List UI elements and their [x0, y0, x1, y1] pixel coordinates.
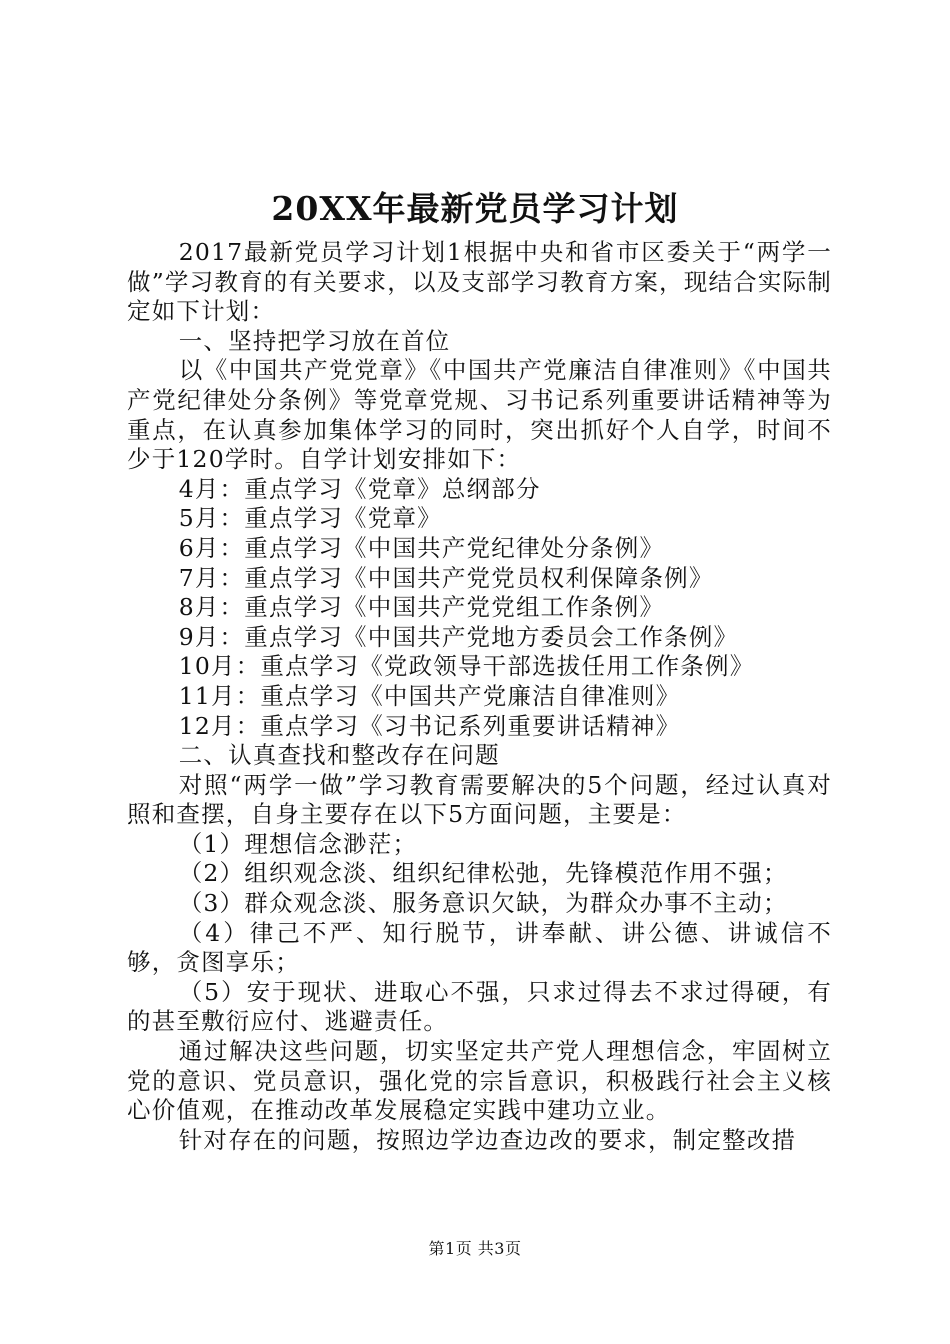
- document-title: 20XX年最新党员学习计划: [271, 189, 679, 228]
- document-body: [127, 238, 832, 1155]
- paragraph-problems-intro: 对照“两学一做”学习教育需要解决的5个问题，经过认真对照和查摆，自身主要存在以下5方面问题，主要是：: [127, 770, 832, 829]
- schedule-item-december: 12月：重点学习《习书记系列重要讲话精神》: [178, 711, 681, 740]
- schedule-item-august: 8月：重点学习《中国共产党党组工作条例》: [178, 593, 665, 622]
- schedule-item-july: 7月：重点学习《中国共产党党员权利保障条例》: [178, 563, 714, 592]
- problem-item-3: （3）群众观念淡、服务意识欠缺，为群众办事不主动；: [178, 889, 788, 918]
- paragraph-goals: 通过解决这些问题，切实坚定共产党人理想信念，牢固树立党的意识、党员意识，强化党的宗旨意识，积极践行社会主义核心价值观，在推动改革发展稳定实践中建功立业。: [127, 1037, 832, 1125]
- paragraph-study-focus: 以《中国共产党党章》《中国共产党廉洁自律准则》《中国共产党纪律处分条例》等党章党规、习书记系列重要讲话精神等为重点，在认真参加集体学习的同时，突出抓好个人自学，时间不少于120学时。自学计划安排如下：: [127, 356, 832, 474]
- schedule-item-october: 10月：重点学习《党政领导干部选拔任用工作条例》: [178, 652, 755, 681]
- problem-item-2: （2）组织观念淡、组织纪律松弛，先锋模范作用不强；: [178, 859, 788, 888]
- section-heading-2: 二、认真查找和整改存在问题: [178, 741, 500, 770]
- problem-item-5: （5）安于现状、进取心不强，只求过得去不求过得硬，有的甚至敷衍应付、逃避责任。: [127, 977, 832, 1036]
- schedule-item-september: 9月：重点学习《中国共产党地方委员会工作条例》: [178, 622, 739, 651]
- problem-item-4: （4）律己不严、知行脱节，讲奉献、讲公德、讲诚信不够，贪图享乐；: [127, 918, 832, 977]
- schedule-item-june: 6月：重点学习《中国共产党纪律处分条例》: [178, 533, 665, 562]
- schedule-item-november: 11月：重点学习《中国共产党廉洁自律准则》: [178, 681, 681, 710]
- page-footer: 第1页 共3页: [428, 1239, 522, 1258]
- paragraph-intro: 2017最新党员学习计划1根据中央和省市区委关于“两学一做”学习教育的有关要求，以及支部学习教育方案，现结合实际制定如下计划：: [127, 238, 832, 326]
- schedule-item-may: 5月：重点学习《党章》: [178, 504, 442, 533]
- paragraph-rectification: 针对存在的问题，按照边学边查边改的要求，制定整改措: [178, 1125, 797, 1154]
- section-heading-1: 一、坚持把学习放在首位: [178, 326, 451, 355]
- schedule-item-april: 4月：重点学习《党章》总纲部分: [178, 474, 541, 503]
- problem-item-1: （1）理想信念渺茫；: [178, 829, 418, 858]
